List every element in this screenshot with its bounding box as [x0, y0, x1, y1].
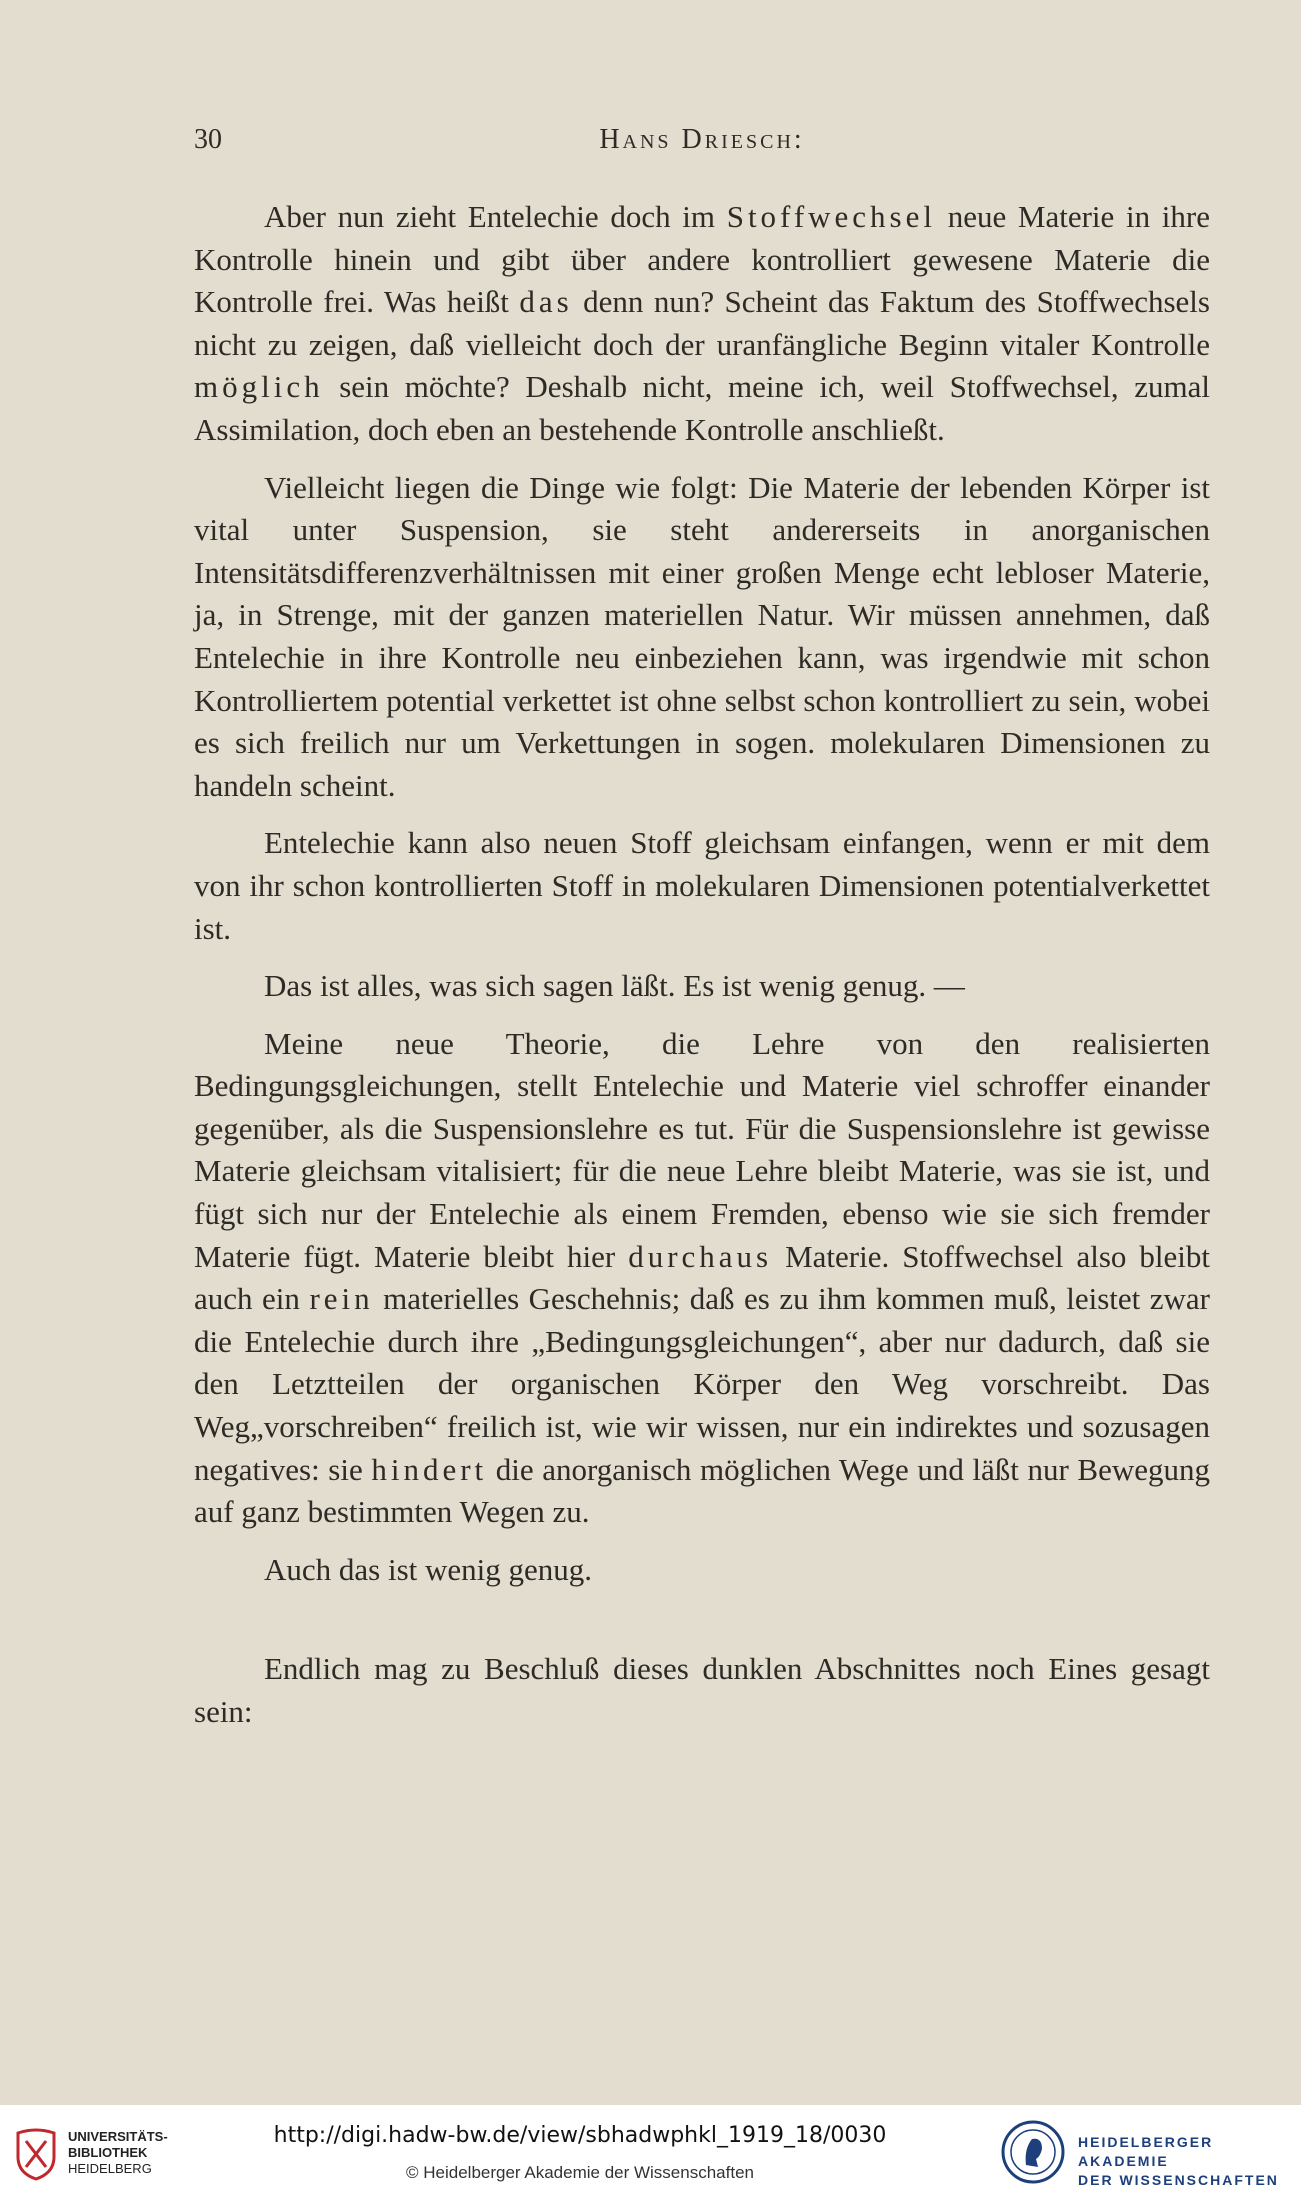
library-emblem-icon — [12, 2127, 60, 2181]
emphasis: hindert — [371, 1451, 488, 1487]
paragraph-3: Entelechie kann also neuen Stoff gleichsam einfangen, wenn er mit dem von ihr schon kontrollierten Stoff in molekularen Dimensionen potentialverkettet ist. — [194, 825, 1210, 946]
paragraph-7: Endlich mag zu Beschluß dieses dunklen Abschnittes noch Eines gesagt sein: — [194, 1651, 1210, 1729]
emphasis: rein — [309, 1281, 374, 1317]
page-number: 30 — [194, 124, 222, 155]
paragraph-4: Das ist alles, was sich sagen läßt. Es ist wenig genug. — — [264, 968, 965, 1004]
viewer-footer — [0, 2105, 1301, 2200]
page-header — [194, 124, 1210, 164]
university-library-logo[interactable] — [12, 2119, 182, 2189]
academy-logo[interactable] — [1000, 2119, 1300, 2189]
emphasis: Stoffwechsel — [726, 199, 936, 234]
paragraph-2: Vielleicht liegen die Dinge wie folgt: Die Materie der lebenden Körper ist vital unter Suspension, sie steht andererseits in anorganischen Intensitätsdifferenzverhältnissen mit einer großen Menge echt lebloser Materie, ja, in Strenge, mit der ganzen materiellen Natur. Wir müssen annehmen, daß Entelechie in ihre Kontrolle neu einbeziehen kann, was irgendwie mit schon Kontrolliertem potential verkettet ist ohne selbst schon kontrolliert zu sein, wobei es sich freilich nur um Verkettungen in sogen. molekularen Dimensionen zu handeln scheint. — [194, 469, 1210, 803]
library-name: UNIVERSITÄTS- BIBLIOTHEK HEIDELBERG — [68, 2129, 168, 2176]
emphasis: das — [519, 284, 573, 320]
paragraph-1: Aber nun zieht Entelechie doch im Stoffwechsel neue Materie in ihre Kontrolle hinein und gibt über andere kontrolliert gewesene Materie die Kontrolle frei. Was heißt das denn nun? Scheint das Faktum des Stoffwechsels nicht zu zeigen, daß vielleicht doch der uranfängliche Beginn vitaler Kontrolle möglich sein möchte? Deshalb nicht, meine ich, weil Stoffwechsel, zumal Assimilation, doch eben an bestehende Kontrolle anschließt. — [194, 199, 1211, 447]
paragraph-6: Auch das ist wenig genug. — [264, 1551, 593, 1587]
permalink[interactable]: http://digi.hadw-bw.de/view/sbhadwphkl_1919_18/0030 — [273, 2123, 887, 2148]
running-head: Hans Driesch: — [599, 124, 805, 155]
emphasis: möglich — [194, 369, 324, 405]
copyright-notice: © Heidelberger Akademie der Wissenschaften — [406, 2163, 754, 2182]
body-text — [194, 196, 1210, 1734]
paragraph-5: Meine neue Theorie, die Lehre von den realisierten Bedingungsgleichungen, stellt Entelechie und Materie viel schroffer einander gegenüber, als die Suspensionslehre es tut. Für die Suspensionslehre ist gewisse Materie gleichsam vitalisiert; für die neue Lehre bleibt Materie, was sie ist, und fügt sich nur der Entelechie als einem Fremden, ebenso wie sie sich fremder Materie fügt. Materie bleibt hier durchaus Materie. Stoffwechsel also bleibt auch ein rein materielles Geschehnis; daß es zu ihm kommen muß, leistet zwar die Entelechie durch ihre „Bedingungsgleichungen“, aber nur dadurch, daß sie den Letztteilen der organischen Körper den Weg vorschreibt. Das Weg„vorschreiben“ freilich ist, wie wir wissen, nur ein indirektes und sozusagen negatives: sie hindert die anorganisch möglichen Wege und läßt nur Bewegung auf ganz bestimmten Wegen zu. — [194, 1025, 1211, 1530]
academy-seal-icon — [1000, 2119, 1066, 2185]
emphasis: durchaus — [628, 1238, 773, 1274]
academy-name: HEIDELBERGER AKADEMIE DER WISSENSCHAFTEN — [1078, 2134, 1279, 2188]
